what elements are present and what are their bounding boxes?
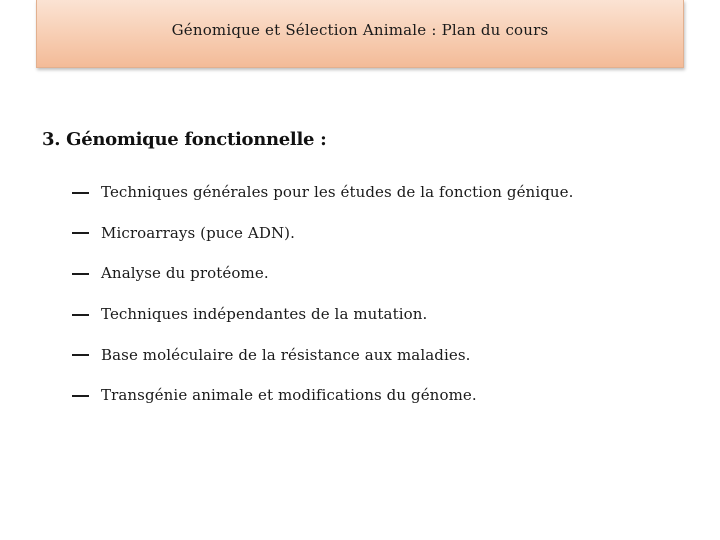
list-item-label: Techniques indépendantes de la mutation. [101,305,428,324]
list-item [72,334,574,375]
list-item-label: Microarrays (puce ADN). [101,223,295,242]
topic-list [72,172,574,416]
list-item-label: Techniques générales pour les études de la fonction génique. [101,183,574,202]
list-item-label: Transgénie animale et modifications du génome. [101,386,477,405]
page-title: Génomique et Sélection Animale : Plan du cours [171,20,549,39]
list-item [72,375,574,416]
dash-bullet-icon [72,395,89,397]
list-item-label: Base moléculaire de la résistance aux maladies. [101,345,471,364]
list-item [72,294,574,335]
dash-bullet-icon [72,354,89,356]
list-item-label: Analyse du protéome. [101,264,269,283]
list-item [72,172,574,213]
dash-bullet-icon [72,273,89,275]
section-heading: 3. Génomique fonctionnelle : [42,129,327,150]
dash-bullet-icon [72,314,89,316]
list-item [72,253,574,294]
list-item [72,213,574,254]
dash-bullet-icon [72,192,89,194]
title-banner [36,0,684,68]
dash-bullet-icon [72,232,89,234]
